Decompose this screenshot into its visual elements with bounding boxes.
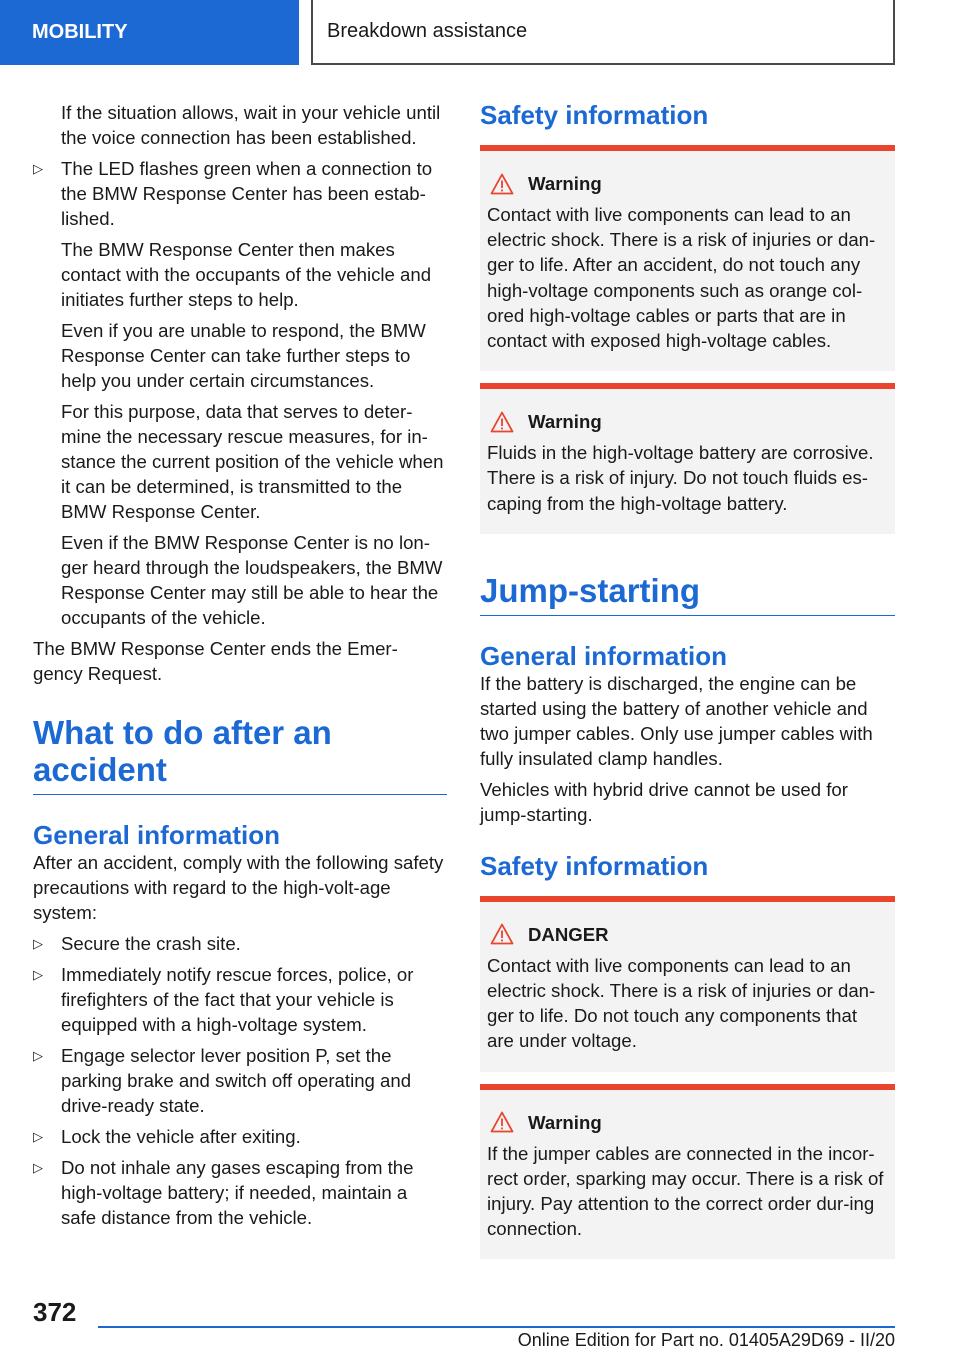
warning-label: Warning: [528, 173, 602, 194]
warning-title: [487, 171, 888, 196]
danger-text: Contact with live components can lead to an electric shock. There is a risk of injuries or dan-ger to life. Do not touch any components that are under voltage.: [487, 954, 876, 1052]
bullet-triangle-icon: ▷: [33, 161, 43, 176]
danger-title: [487, 922, 888, 947]
footer-divider: [98, 1326, 895, 1328]
bullet-item: [33, 1124, 447, 1149]
warning-title: [487, 1110, 888, 1135]
section-heading: What to do after an accident: [33, 714, 447, 795]
bullet-item: [33, 1043, 447, 1118]
danger-box: [480, 896, 895, 1072]
subsection-heading: General information: [480, 640, 728, 671]
warning-title: [487, 409, 888, 434]
bullet-text: Engage selector lever position P, set the parking brake and switch off operating and drive-ready state.: [61, 1045, 412, 1116]
warning-text: If the jumper cables are connected in the incor-rect order, sparking may occur. There is a risk of injury. Pay attention to the correct order dur-ing connection.: [487, 1142, 884, 1240]
warning-triangle-icon: [490, 173, 514, 195]
danger-label: DANGER: [528, 923, 609, 945]
bullet-text: Do not inhale any gases escaping from the high-voltage battery; if needed, maintain a safe distance from the vehicle.: [61, 1157, 414, 1228]
bullet-text: The LED flashes green when a connection to the BMW Response Center has been estab-lished.: [61, 158, 433, 229]
warning-label: Warning: [528, 1111, 602, 1133]
paragraph: If the battery is discharged, the engine can be started using the battery of another vehicle and two jumper cables. Only use jumper cables with fully insulated clamp handles.: [480, 672, 873, 769]
bullet-text: Secure the crash site.: [61, 933, 241, 954]
section-heading: Jump-starting: [480, 572, 895, 616]
paragraph: Vehicles with hybrid drive cannot be used for jump-starting.: [480, 778, 848, 825]
bullet-text: Immediately notify rescue forces, police, or firefighters of the fact that your vehicle is equipped with a high-voltage system.: [61, 964, 414, 1035]
subsection-heading: Safety information: [480, 100, 709, 130]
bullet-item: [33, 962, 447, 1037]
warning-box: [480, 383, 895, 534]
paragraph: The BMW Response Center ends the Emer-gency Request.: [33, 638, 398, 684]
page-number: 372: [33, 1297, 77, 1327]
subsection-heading: General information: [33, 820, 281, 850]
right-column: [480, 100, 895, 1259]
chapter-title: Breakdown assistance: [327, 20, 528, 42]
warning-text: Fluids in the high-voltage battery are corrosive. There is a risk of injury. Do not touch fluids es-caping from the high-voltage battery.: [487, 442, 874, 514]
warning-triangle-icon: [490, 923, 514, 945]
warning-text: Contact with live components can lead to an electric shock. There is a risk of injuries or dan-ger to life. After an accident, do not touch any high-voltage components such as orange col-ored high-voltage cables or parts that are in contact with exposed high-voltage cables.: [487, 204, 876, 352]
bullet-triangle-icon: ▷: [33, 1048, 43, 1063]
footer-edition: Online Edition for Part no. 01405A29D69 - II/20: [517, 1330, 895, 1350]
bullet-triangle-icon: ▷: [33, 967, 43, 982]
paragraph: Even if you are unable to respond, the BMW Response Center can take further steps to help you under certain circumstances.: [61, 320, 426, 391]
warning-triangle-icon: [490, 411, 514, 433]
paragraph: For this purpose, data that serves to deter-mine the necessary rescue measures, for in-stance the current position of the vehicle when it can be determined, is transmitted to the BMW Response Center.: [61, 401, 444, 522]
left-column: [33, 100, 447, 1230]
paragraph: After an accident, comply with the following safety precautions with regard to the high-volt-age system:: [33, 852, 444, 923]
bullet-triangle-icon: ▷: [33, 1129, 43, 1144]
paragraph: The BMW Response Center then makes contact with the occupants of the vehicle and initiates further steps to help.: [61, 239, 432, 310]
subsection-heading: Safety information: [480, 850, 709, 881]
bullet-item: [33, 156, 447, 231]
bullet-triangle-icon: ▷: [33, 936, 43, 951]
section-title: MOBILITY: [32, 21, 128, 43]
bullet-text: Lock the vehicle after exiting.: [61, 1126, 301, 1147]
bullet-item: [33, 1155, 447, 1230]
paragraph: If the situation allows, wait in your vehicle until the voice connection has been established.: [61, 102, 441, 148]
paragraph: Even if the BMW Response Center is no lon-ger heard through the loudspeakers, the BMW Response Center may still be able to hear the occupants of the vehicle.: [61, 532, 443, 628]
bullet-item: [33, 931, 447, 956]
warning-box: [480, 145, 895, 371]
section-tab: [0, 0, 299, 65]
chapter-tab: [311, 0, 895, 65]
warning-box: [480, 1084, 895, 1260]
bullet-triangle-icon: ▷: [33, 1160, 43, 1175]
warning-triangle-icon: [490, 1111, 514, 1133]
warning-label: Warning: [528, 411, 602, 433]
